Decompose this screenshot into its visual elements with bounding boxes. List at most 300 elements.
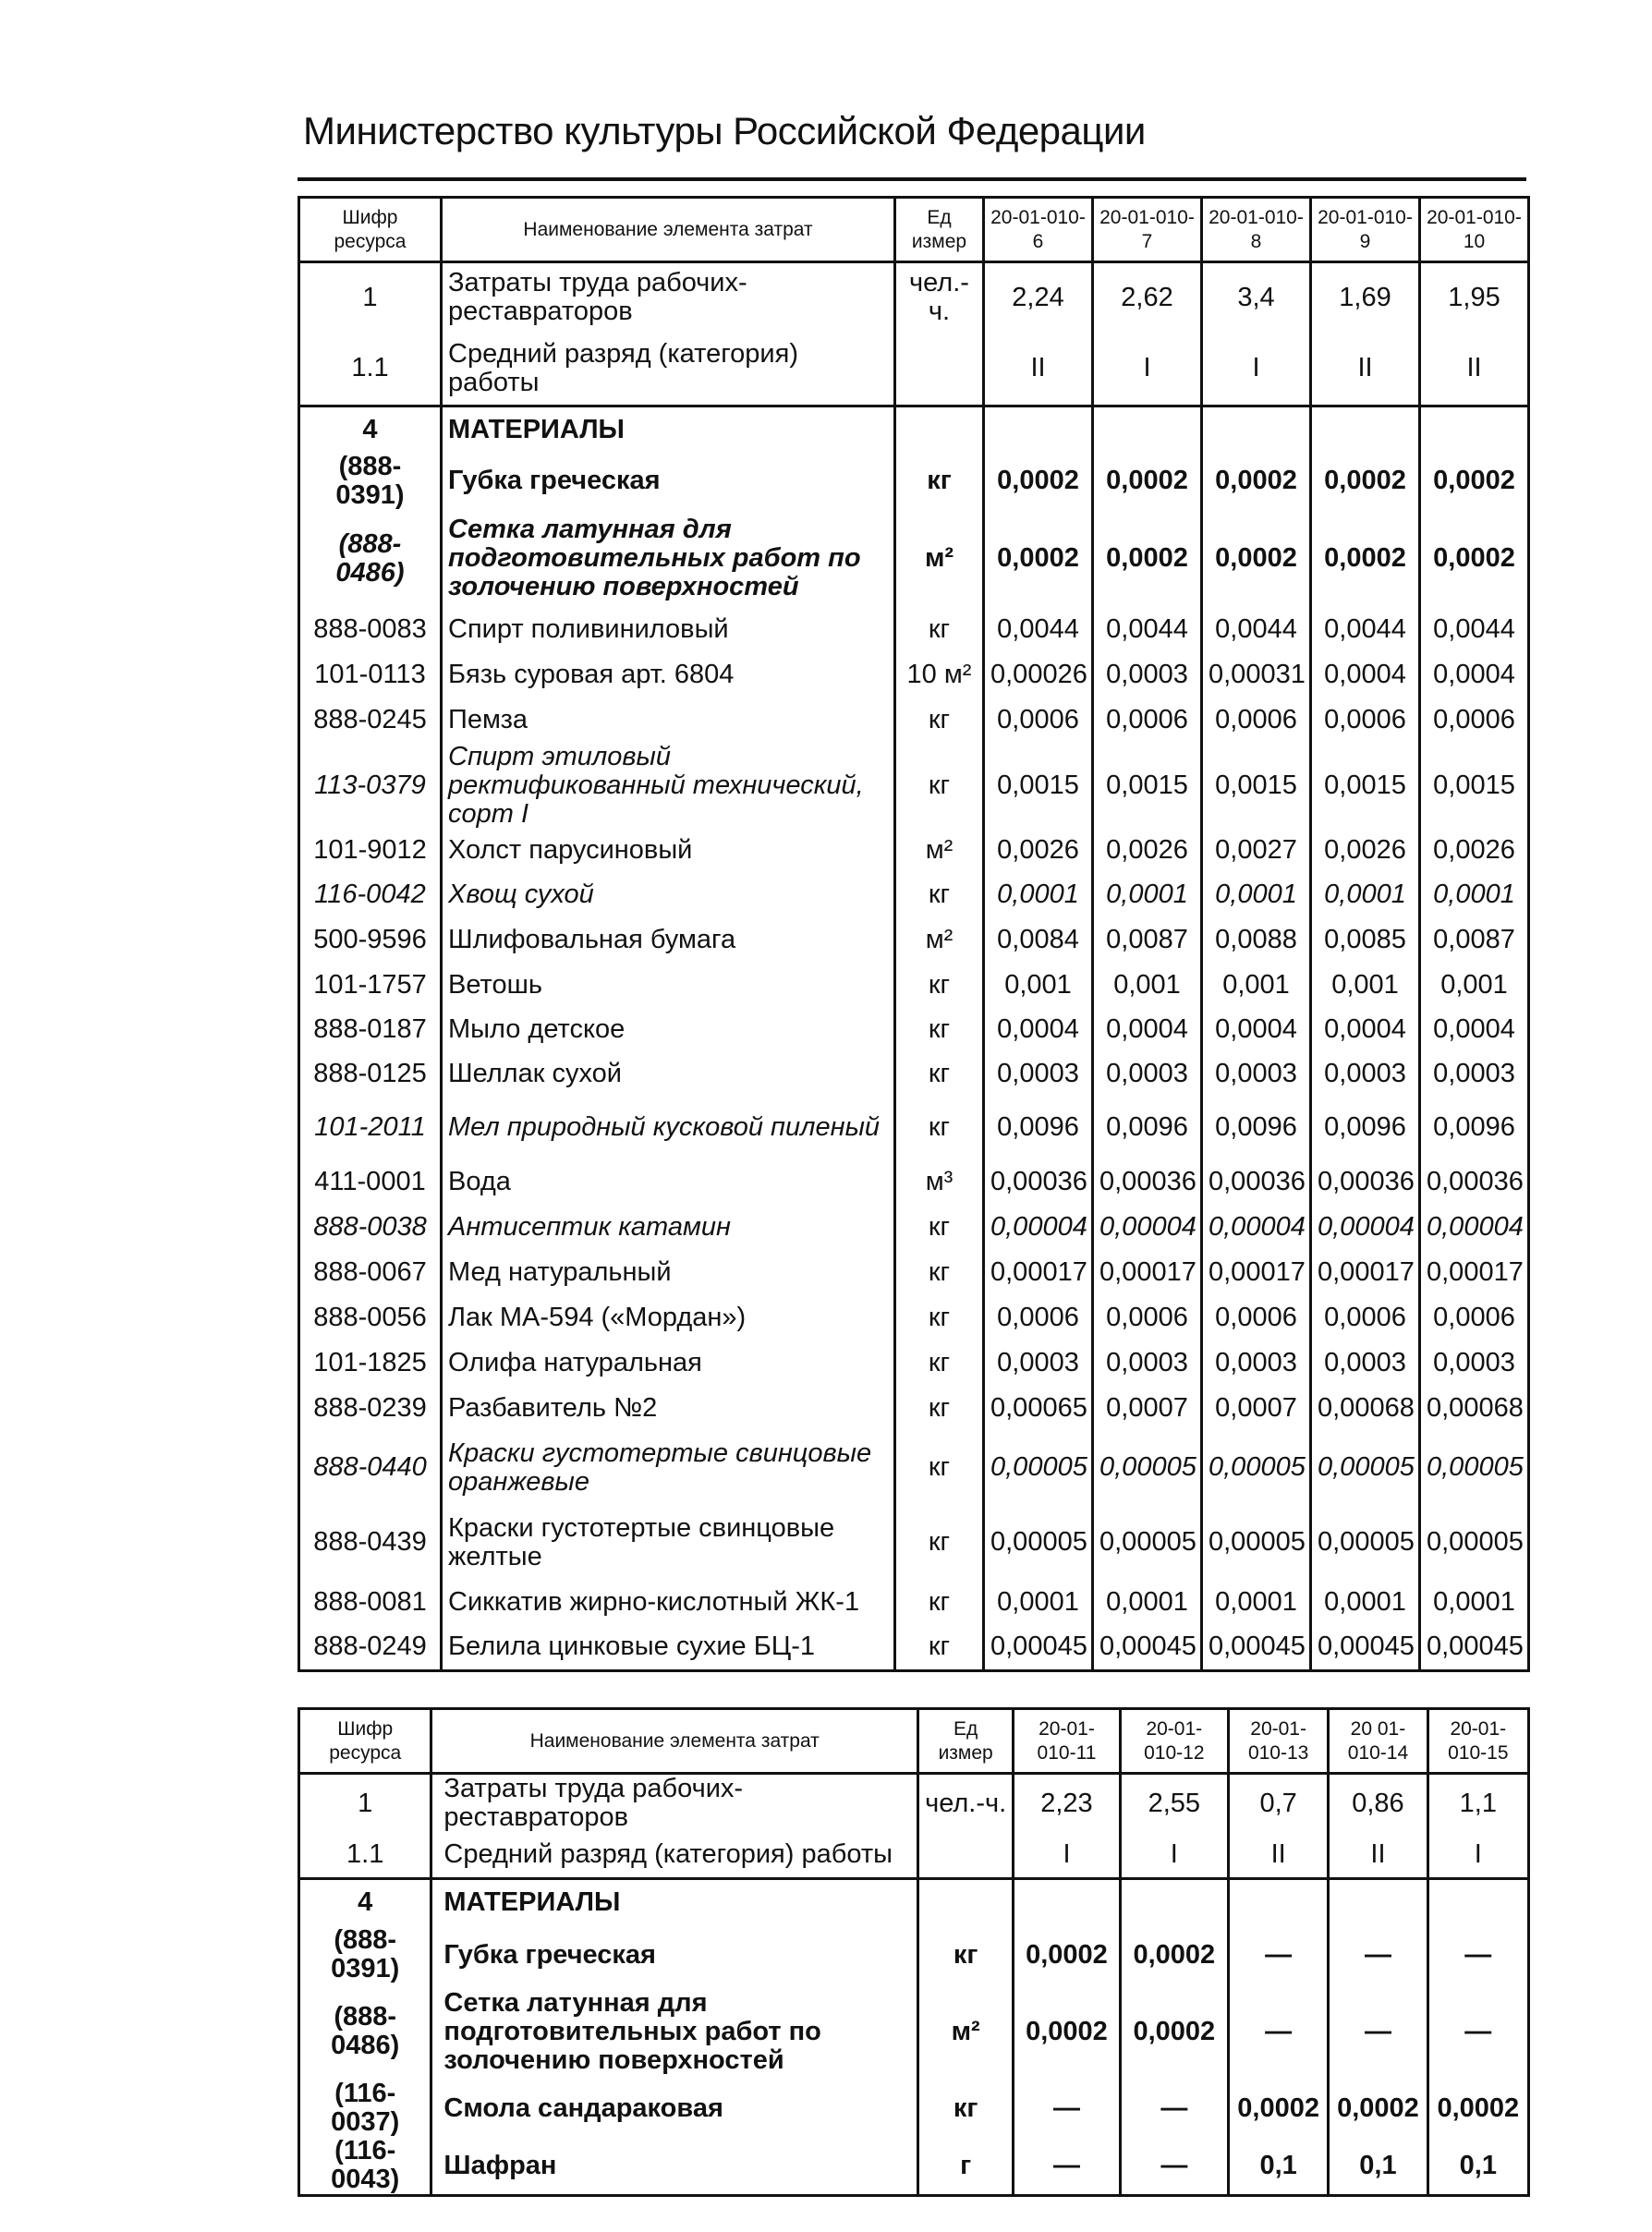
- cost-item-name-cell: Разбавитель №2: [442, 1387, 895, 1431]
- value-cell: 0,0004: [1420, 1008, 1529, 1052]
- value-cell: 0,00017: [1420, 1250, 1529, 1296]
- value-cell: 0,00017: [1311, 1250, 1420, 1296]
- cost-item-name-cell: Мел природный кусковой пиленый: [442, 1097, 895, 1159]
- value-cell: 0,0027: [1202, 829, 1311, 873]
- cost-item-name-cell: Губка греческая: [431, 1926, 918, 1983]
- table-header-row: [299, 198, 1529, 262]
- value-cell: 0,0002: [1202, 510, 1311, 608]
- cost-item-name-cell: Холст парусиновый: [442, 829, 895, 873]
- value-cell: 0,0003: [1311, 1052, 1420, 1097]
- table-row: [299, 1983, 1529, 2080]
- value-cell: 0,0002: [1420, 510, 1529, 608]
- value-cell: 0,0085: [1311, 917, 1420, 964]
- table-row: [299, 1159, 1529, 1206]
- col-header-name: Наименование элемента затрат: [442, 198, 895, 262]
- cost-item-name-cell: Мед натуральный: [442, 1250, 895, 1296]
- value-cell: 0,00045: [984, 1625, 1093, 1671]
- value-cell: 0,00004: [984, 1206, 1093, 1250]
- unit-cell: кг: [918, 2080, 1014, 2137]
- resource-code-cell: 4: [299, 1878, 431, 1926]
- value-cell: I: [1093, 333, 1202, 406]
- value-cell: 3,4: [1202, 262, 1311, 333]
- table-row: [299, 964, 1529, 1008]
- resource-code-cell: 101-1825: [299, 1340, 442, 1387]
- value-cell: 0,0096: [1093, 1097, 1202, 1159]
- value-cell: [1228, 1878, 1328, 1926]
- unit-cell: кг: [895, 1625, 984, 1671]
- value-cell: 0,0096: [1202, 1097, 1311, 1159]
- value-cell: 0,0003: [1093, 1340, 1202, 1387]
- resource-code-cell: 888-0038: [299, 1206, 442, 1250]
- value-cell: 0,00036: [1093, 1159, 1202, 1206]
- value-cell: 0,0006: [984, 698, 1093, 743]
- col-header-value: 20-01-010-13: [1228, 1709, 1328, 1774]
- value-cell: 0,00005: [1420, 1505, 1529, 1581]
- table-header-row: [299, 1709, 1529, 1774]
- table-row: [299, 406, 1529, 453]
- cost-item-name-cell: Краски густотертые свинцовые желтые: [442, 1505, 895, 1581]
- resource-code-cell: 888-0056: [299, 1296, 442, 1340]
- value-cell: —: [1427, 1926, 1528, 1983]
- unit-cell: кг: [918, 1926, 1014, 1983]
- unit-cell: кг: [895, 1581, 984, 1625]
- value-cell: [1093, 406, 1202, 453]
- table-row: [299, 1625, 1529, 1671]
- cost-item-name-cell: Лак МА-594 («Мордан»): [442, 1296, 895, 1340]
- value-cell: 0,00065: [984, 1387, 1093, 1431]
- value-cell: 0,0001: [1311, 873, 1420, 917]
- unit-cell: м²: [895, 510, 984, 608]
- value-cell: 0,0001: [1202, 873, 1311, 917]
- value-cell: 0,0004: [1420, 652, 1529, 698]
- unit-cell: кг: [895, 743, 984, 829]
- unit-cell: м³: [895, 1159, 984, 1206]
- value-cell: 0,0003: [1093, 1052, 1202, 1097]
- value-cell: —: [1329, 1983, 1427, 2080]
- value-cell: 2,62: [1093, 262, 1202, 333]
- value-cell: 2,24: [984, 262, 1093, 333]
- resource-code-cell: (888-0486): [299, 1983, 431, 2080]
- value-cell: [984, 406, 1093, 453]
- value-cell: 0,0088: [1202, 917, 1311, 964]
- unit-cell: кг: [895, 873, 984, 917]
- table-row: [299, 1250, 1529, 1296]
- table-row: [299, 698, 1529, 743]
- unit-cell: [918, 1878, 1014, 1926]
- value-cell: 0,0002: [984, 510, 1093, 608]
- value-cell: 0,0007: [1093, 1387, 1202, 1431]
- cost-item-name-cell: Шлифовальная бумага: [442, 917, 895, 964]
- value-cell: II: [1311, 333, 1420, 406]
- value-cell: 0,0001: [984, 1581, 1093, 1625]
- value-cell: 0,0026: [984, 829, 1093, 873]
- unit-cell: кг: [895, 1097, 984, 1159]
- page-title: Министерство культуры Российской Федерации: [303, 109, 1146, 152]
- value-cell: 0,0026: [1093, 829, 1202, 873]
- resource-code-cell: (888-0391): [299, 1926, 431, 1983]
- value-cell: 0,0002: [1120, 1983, 1228, 2080]
- cost-item-name-cell: Краски густотертые свинцовые оранжевые: [442, 1431, 895, 1505]
- col-header-code: Шифр ресурса: [299, 198, 442, 262]
- value-cell: 0,0003: [984, 1340, 1093, 1387]
- unit-cell: 10 м²: [895, 652, 984, 698]
- resource-code-cell: 101-9012: [299, 829, 442, 873]
- resource-code-cell: (888-0391): [299, 453, 442, 510]
- unit-cell: г: [918, 2137, 1014, 2196]
- unit-cell: чел.-ч.: [895, 262, 984, 333]
- value-cell: 0,0044: [984, 608, 1093, 652]
- table-row: [299, 510, 1529, 608]
- cost-item-name-cell: Сетка латунная для подготовительных работ по золочению поверхностей: [442, 510, 895, 608]
- value-cell: 0,0015: [1202, 743, 1311, 829]
- resource-code-cell: 888-0439: [299, 1505, 442, 1581]
- value-cell: 0,0006: [1311, 698, 1420, 743]
- unit-cell: кг: [895, 608, 984, 652]
- value-cell: II: [1228, 1832, 1328, 1878]
- value-cell: 0,0001: [1093, 873, 1202, 917]
- value-cell: 0,0004: [984, 1008, 1093, 1052]
- resource-code-cell: (116-0037): [299, 2080, 431, 2137]
- cost-item-name-cell: Затраты труда рабочих-реставраторов: [442, 262, 895, 333]
- value-cell: 0,86: [1329, 1774, 1427, 1833]
- resource-code-cell: 411-0001: [299, 1159, 442, 1206]
- resource-code-cell: 888-0125: [299, 1052, 442, 1097]
- value-cell: 0,001: [1202, 964, 1311, 1008]
- value-cell: 0,0002: [1228, 2080, 1328, 2137]
- cost-item-name-cell: Ветошь: [442, 964, 895, 1008]
- col-header-value: 20-01-010-9: [1311, 198, 1420, 262]
- cost-item-name-cell: Сетка латунная для подготовительных работ по золочению поверхностей: [431, 1983, 918, 2080]
- value-cell: 0,0007: [1202, 1387, 1311, 1431]
- value-cell: —: [1329, 1926, 1427, 1983]
- table-row: [299, 652, 1529, 698]
- cost-item-name-cell: Средний разряд (категория) работы: [431, 1832, 918, 1878]
- value-cell: 0,0002: [1311, 510, 1420, 608]
- col-header-value: 20-01-010-6: [984, 198, 1093, 262]
- unit-cell: кг: [895, 1250, 984, 1296]
- value-cell: 0,00068: [1420, 1387, 1529, 1431]
- cost-item-name-cell: Средний разряд (категория) работы: [442, 333, 895, 406]
- table-row: [299, 1052, 1529, 1097]
- table-row: [299, 873, 1529, 917]
- value-cell: 0,00045: [1420, 1625, 1529, 1671]
- value-cell: 0,00004: [1420, 1206, 1529, 1250]
- resource-code-cell: 888-0083: [299, 608, 442, 652]
- value-cell: 0,00045: [1093, 1625, 1202, 1671]
- value-cell: 0,0096: [1420, 1097, 1529, 1159]
- cost-item-name-cell: Бязь суровая арт. 6804: [442, 652, 895, 698]
- value-cell: 0,001: [984, 964, 1093, 1008]
- value-cell: 0,0002: [1420, 453, 1529, 510]
- value-cell: 0,0004: [1311, 652, 1420, 698]
- col-header-value: 20-01-010-10: [1420, 198, 1529, 262]
- value-cell: 0,0006: [1420, 1296, 1529, 1340]
- unit-cell: м²: [895, 917, 984, 964]
- unit-cell: кг: [895, 1008, 984, 1052]
- value-cell: 0,0002: [1093, 510, 1202, 608]
- unit-cell: кг: [895, 1431, 984, 1505]
- table-row: [299, 1581, 1529, 1625]
- cost-item-name-cell: Мыло детское: [442, 1008, 895, 1052]
- value-cell: —: [1120, 2080, 1228, 2137]
- table-row: [299, 1387, 1529, 1431]
- unit-cell: кг: [895, 1505, 984, 1581]
- value-cell: II: [1329, 1832, 1427, 1878]
- value-cell: 0,0002: [1093, 453, 1202, 510]
- value-cell: II: [984, 333, 1093, 406]
- value-cell: 0,001: [1311, 964, 1420, 1008]
- value-cell: 0,001: [1420, 964, 1529, 1008]
- resource-code-cell: 1: [299, 262, 442, 333]
- value-cell: —: [1228, 1926, 1328, 1983]
- resource-code-cell: 888-0245: [299, 698, 442, 743]
- cost-item-name-cell: Губка греческая: [442, 453, 895, 510]
- value-cell: 0,00005: [1093, 1431, 1202, 1505]
- cost-item-name-cell: Антисептик катамин: [442, 1206, 895, 1250]
- value-cell: 0,0015: [1420, 743, 1529, 829]
- value-cell: 0,0003: [1420, 1052, 1529, 1097]
- resource-code-cell: 888-0081: [299, 1581, 442, 1625]
- unit-cell: кг: [895, 1052, 984, 1097]
- value-cell: 0,0002: [1329, 2080, 1427, 2137]
- value-cell: [1329, 1878, 1427, 1926]
- table-row: [299, 1505, 1529, 1581]
- value-cell: 0,0001: [1093, 1581, 1202, 1625]
- value-cell: 0,0015: [1311, 743, 1420, 829]
- cost-item-name-cell: Олифа натуральная: [442, 1340, 895, 1387]
- cost-item-name-cell: МАТЕРИАЛЫ: [442, 406, 895, 453]
- value-cell: 1,1: [1427, 1774, 1528, 1833]
- unit-cell: [918, 1832, 1014, 1878]
- table-row: [299, 917, 1529, 964]
- col-header-value: 20-01-010-7: [1093, 198, 1202, 262]
- value-cell: —: [1228, 1983, 1328, 2080]
- cost-item-name-cell: Спирт этиловый ректификованный технический, сорт I: [442, 743, 895, 829]
- table-row: [299, 829, 1529, 873]
- value-cell: II: [1420, 333, 1529, 406]
- value-cell: 0,0001: [1202, 1581, 1311, 1625]
- value-cell: 0,0002: [984, 453, 1093, 510]
- table-row: [299, 1832, 1529, 1878]
- value-cell: 0,0006: [1311, 1296, 1420, 1340]
- value-cell: 0,00036: [1202, 1159, 1311, 1206]
- value-cell: 0,0003: [1093, 652, 1202, 698]
- value-cell: 0,0006: [1202, 1296, 1311, 1340]
- col-header-value: 20-01-010-8: [1202, 198, 1311, 262]
- value-cell: 0,0002: [1202, 453, 1311, 510]
- value-cell: 0,0002: [1014, 1983, 1120, 2080]
- value-cell: 0,00017: [1202, 1250, 1311, 1296]
- value-cell: 0,00031: [1202, 652, 1311, 698]
- cost-item-name-cell: Шафран: [431, 2137, 918, 2196]
- value-cell: 2,23: [1014, 1774, 1120, 1833]
- value-cell: 0,0015: [984, 743, 1093, 829]
- table-row: [299, 1206, 1529, 1250]
- value-cell: 0,00026: [984, 652, 1093, 698]
- col-header-value: 20-01-010-11: [1014, 1709, 1120, 1774]
- col-header-value: 20-01-010-12: [1120, 1709, 1228, 1774]
- value-cell: 0,0004: [1202, 1008, 1311, 1052]
- resource-code-cell: 101-1757: [299, 964, 442, 1008]
- value-cell: 0,0096: [984, 1097, 1093, 1159]
- resource-code-cell: 1: [299, 1774, 431, 1833]
- value-cell: —: [1014, 2137, 1120, 2196]
- unit-cell: кг: [895, 1387, 984, 1431]
- value-cell: 0,00005: [1311, 1505, 1420, 1581]
- value-cell: I: [1202, 333, 1311, 406]
- value-cell: [1420, 406, 1529, 453]
- table-row: [299, 1008, 1529, 1052]
- table-row: [299, 1774, 1529, 1833]
- value-cell: 1,95: [1420, 262, 1529, 333]
- value-cell: 0,0006: [1202, 698, 1311, 743]
- unit-cell: м²: [895, 829, 984, 873]
- resource-table-2: [298, 1707, 1530, 2197]
- value-cell: 0,0002: [1120, 1926, 1228, 1983]
- value-cell: 0,0002: [1427, 2080, 1528, 2137]
- table-row: [299, 1340, 1529, 1387]
- value-cell: —: [1427, 1983, 1528, 2080]
- value-cell: —: [1014, 2080, 1120, 2137]
- unit-cell: кг: [895, 964, 984, 1008]
- cost-item-name-cell: Белила цинковые сухие БЦ-1: [442, 1625, 895, 1671]
- value-cell: 0,001: [1093, 964, 1202, 1008]
- col-header-value: 20-01-010-15: [1427, 1709, 1528, 1774]
- table-row: [299, 333, 1529, 406]
- cost-item-name-cell: Шеллак сухой: [442, 1052, 895, 1097]
- value-cell: 0,00004: [1093, 1206, 1202, 1250]
- value-cell: 0,0003: [1311, 1340, 1420, 1387]
- table-row: [299, 2137, 1529, 2196]
- cost-item-name-cell: Вода: [442, 1159, 895, 1206]
- value-cell: 0,00045: [1202, 1625, 1311, 1671]
- unit-cell: кг: [895, 698, 984, 743]
- value-cell: 0,0002: [1014, 1926, 1120, 1983]
- value-cell: 0,00005: [984, 1431, 1093, 1505]
- resource-code-cell: 116-0042: [299, 873, 442, 917]
- value-cell: 0,7: [1228, 1774, 1328, 1833]
- unit-cell: [895, 406, 984, 453]
- header-rule: [298, 177, 1526, 181]
- value-cell: 0,00004: [1202, 1206, 1311, 1250]
- resource-code-cell: (888-0486): [299, 510, 442, 608]
- value-cell: 0,1: [1329, 2137, 1427, 2196]
- value-cell: 0,00017: [984, 1250, 1093, 1296]
- table-row: [299, 2080, 1529, 2137]
- table-row: [299, 1431, 1529, 1505]
- resource-code-cell: 888-0067: [299, 1250, 442, 1296]
- value-cell: [1427, 1878, 1528, 1926]
- value-cell: 0,0084: [984, 917, 1093, 964]
- table-row: [299, 1097, 1529, 1159]
- value-cell: 0,0006: [1093, 1296, 1202, 1340]
- unit-cell: кг: [895, 1340, 984, 1387]
- resource-code-cell: 888-0440: [299, 1431, 442, 1505]
- col-header-value: 20 01-010-14: [1329, 1709, 1427, 1774]
- resource-code-cell: 888-0239: [299, 1387, 442, 1431]
- value-cell: 0,0044: [1202, 608, 1311, 652]
- value-cell: 0,00036: [1311, 1159, 1420, 1206]
- value-cell: 2,55: [1120, 1774, 1228, 1833]
- value-cell: I: [1427, 1832, 1528, 1878]
- value-cell: 0,0003: [1202, 1340, 1311, 1387]
- unit-cell: кг: [895, 1296, 984, 1340]
- value-cell: 0,00005: [1311, 1431, 1420, 1505]
- value-cell: 1,69: [1311, 262, 1420, 333]
- value-cell: 0,0003: [1202, 1052, 1311, 1097]
- resource-code-cell: 1.1: [299, 1832, 431, 1878]
- value-cell: 0,0006: [984, 1296, 1093, 1340]
- resource-code-cell: 1.1: [299, 333, 442, 406]
- value-cell: 0,00045: [1311, 1625, 1420, 1671]
- value-cell: 0,0001: [984, 873, 1093, 917]
- value-cell: I: [1120, 1832, 1228, 1878]
- table-row: [299, 262, 1529, 333]
- value-cell: 0,0003: [984, 1052, 1093, 1097]
- value-cell: 0,1: [1228, 2137, 1328, 2196]
- col-header-unit: Ед измер: [895, 198, 984, 262]
- cost-item-name-cell: Смола сандараковая: [431, 2080, 918, 2137]
- value-cell: 0,0087: [1093, 917, 1202, 964]
- value-cell: 0,00036: [1420, 1159, 1529, 1206]
- resource-code-cell: 101-2011: [299, 1097, 442, 1159]
- value-cell: 0,00017: [1093, 1250, 1202, 1296]
- cost-item-name-cell: Пемза: [442, 698, 895, 743]
- value-cell: 0,00004: [1311, 1206, 1420, 1250]
- value-cell: 0,0087: [1420, 917, 1529, 964]
- value-cell: 0,00005: [1202, 1431, 1311, 1505]
- value-cell: 0,00036: [984, 1159, 1093, 1206]
- resource-code-cell: 113-0379: [299, 743, 442, 829]
- value-cell: [1311, 406, 1420, 453]
- table-row: [299, 743, 1529, 829]
- value-cell: 0,0006: [1420, 698, 1529, 743]
- value-cell: 0,0026: [1420, 829, 1529, 873]
- resource-code-cell: 888-0249: [299, 1625, 442, 1671]
- value-cell: [1014, 1878, 1120, 1926]
- resource-code-cell: 4: [299, 406, 442, 453]
- resource-code-cell: (116-0043): [299, 2137, 431, 2196]
- value-cell: [1120, 1878, 1228, 1926]
- value-cell: 0,00005: [1093, 1505, 1202, 1581]
- resource-code-cell: 500-9596: [299, 917, 442, 964]
- resource-code-cell: 101-0113: [299, 652, 442, 698]
- value-cell: I: [1014, 1832, 1120, 1878]
- value-cell: 0,0003: [1420, 1340, 1529, 1387]
- value-cell: 0,0002: [1311, 453, 1420, 510]
- value-cell: [1202, 406, 1311, 453]
- unit-cell: [895, 333, 984, 406]
- value-cell: 0,0001: [1420, 1581, 1529, 1625]
- unit-cell: кг: [895, 453, 984, 510]
- value-cell: 0,0006: [1093, 698, 1202, 743]
- col-header-code: Шифр ресурса: [299, 1709, 431, 1774]
- cost-item-name-cell: МАТЕРИАЛЫ: [431, 1878, 918, 1926]
- value-cell: 0,0026: [1311, 829, 1420, 873]
- cost-item-name-cell: Спирт поливиниловый: [442, 608, 895, 652]
- table-row: [299, 1296, 1529, 1340]
- unit-cell: кг: [895, 1206, 984, 1250]
- value-cell: 0,0004: [1093, 1008, 1202, 1052]
- value-cell: 0,0001: [1311, 1581, 1420, 1625]
- cost-item-name-cell: Затраты труда рабочих-реставраторов: [431, 1774, 918, 1833]
- value-cell: 0,0004: [1311, 1008, 1420, 1052]
- value-cell: —: [1120, 2137, 1228, 2196]
- value-cell: 0,0044: [1093, 608, 1202, 652]
- unit-cell: чел.-ч.: [918, 1774, 1014, 1833]
- resource-code-cell: 888-0187: [299, 1008, 442, 1052]
- value-cell: 0,0096: [1311, 1097, 1420, 1159]
